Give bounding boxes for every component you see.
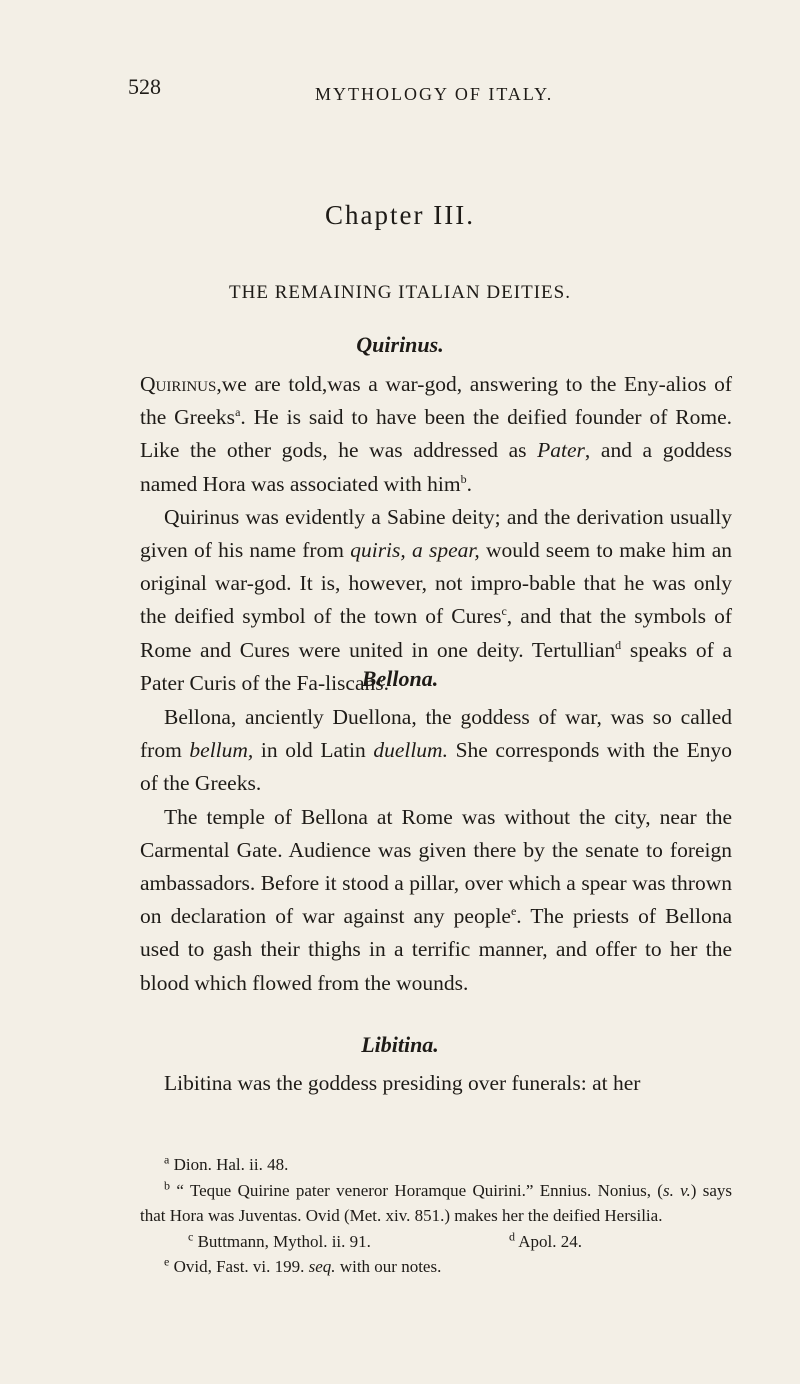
- italic-span: Pater: [537, 438, 585, 463]
- text-span: . The priests of Bellona used to gash their thighs in a terrific manner, and offer to her the blood which flowed from the wounds.: [140, 904, 733, 995]
- footnote-text: Apol. 24.: [518, 1231, 582, 1251]
- page-number: 528: [128, 74, 161, 99]
- footnote-text: with our notes.: [335, 1257, 442, 1276]
- footnote-text: “ Teque Quirine pater veneror Horamque Quirini.” Ennius. Nonius, (: [176, 1180, 663, 1200]
- dropcap-name: Quirinus: [140, 372, 217, 396]
- footnote-marker: d: [508, 1228, 515, 1243]
- chapter-subtitle: THE REMAINING ITALIAN DEITIES.: [229, 282, 571, 303]
- text-span: , and that the symbols of Rome and Cures were united in one deity. Tertullian: [140, 604, 732, 662]
- text-span: Quirinus was evidently a Sabine deity; and the derivation usually given of his name from: [140, 504, 732, 563]
- footnote-marker: e: [164, 1254, 170, 1269]
- footnote-e: [140, 1254, 732, 1280]
- libitina-paragraph-1: Libitina was the goddess presiding over funerals: at her: [164, 1071, 641, 1095]
- footnote-ref-a: a: [235, 405, 241, 420]
- footnote-text: ) says that Hora was Juventas. Ovid (Met. xiv. 851.) makes her the deified Hersilia.: [140, 1180, 733, 1225]
- footnote-b: [140, 1178, 732, 1229]
- footnote-d: [485, 1229, 582, 1255]
- text-span: .: [466, 471, 472, 496]
- footnote-marker: c: [188, 1228, 194, 1243]
- text-span: . He is said to have been the deified founder of Rome. Like the other gods, he was addressed as: [140, 405, 733, 463]
- italic-span: duellum.: [373, 738, 448, 763]
- quirinus-section-text: [140, 368, 732, 700]
- footnote-text: Dion. Hal. ii. 48.: [173, 1155, 289, 1174]
- chapter-title: Chapter III.: [325, 200, 475, 230]
- text-span: speaks of a Pater Curis of the Fa-liscans.: [140, 637, 732, 695]
- text-span: in old Latin: [253, 738, 374, 763]
- heading-bellona: Bellona.: [361, 666, 439, 691]
- running-title: MYTHOLOGY OF ITALY.: [315, 84, 554, 104]
- footnote-marker: a: [164, 1152, 170, 1167]
- footnote-ref-c: c: [501, 604, 507, 619]
- bellona-paragraph-2: [140, 801, 732, 1000]
- text-span: would seem to make him an original war-god. It is, however, not impro-bable that he was only the deified symbol of the town of Cures: [140, 538, 732, 629]
- quirinus-paragraph-1: [140, 368, 732, 501]
- bellona-paragraph-1: [140, 701, 732, 801]
- text-span: Bellona, anciently Duellona, the goddess of war, was so called from: [140, 705, 732, 763]
- footnote-ref-b: b: [460, 471, 467, 486]
- libitina-section-text: [140, 1067, 732, 1100]
- italic-span: s. v.: [662, 1180, 691, 1200]
- footnote-ref-d: d: [615, 637, 622, 652]
- italic-span: seq.: [308, 1257, 336, 1276]
- footnotes: [140, 1152, 732, 1280]
- footnote-row-cd: [140, 1229, 732, 1255]
- footnote-text: Buttmann, Mythol. ii. 91.: [197, 1231, 371, 1251]
- footnote-a: [140, 1152, 732, 1178]
- italic-span: quiris, a spear,: [350, 538, 480, 563]
- footnote-text: Ovid, Fast. vi. 199.: [173, 1257, 309, 1276]
- heading-quirinus: Quirinus.: [356, 332, 444, 357]
- footnote-ref-e: e: [510, 904, 517, 919]
- running-head: [130, 74, 730, 104]
- bellona-section-text: [140, 701, 732, 1000]
- heading-libitina: Libitina.: [361, 1032, 439, 1057]
- footnote-marker: b: [164, 1177, 170, 1192]
- text-span: The temple of Bellona at Rome was without the city, near the Carmental Gate. Audience was given there by the senate to foreign ambassadors. Before it stood a pillar, over which a spear was thrown on declaration of war against any people: [140, 804, 732, 929]
- text-span: ,we are told,was a war-god, answering to the Eny-alios of the Greeks: [140, 372, 732, 430]
- text-span: She corresponds with the Enyo of the Greeks.: [140, 738, 733, 796]
- text-span: , and a goddess named Hora was associated with him: [140, 438, 732, 496]
- footnote-c: [164, 1229, 371, 1255]
- italic-span: bellum,: [189, 738, 254, 763]
